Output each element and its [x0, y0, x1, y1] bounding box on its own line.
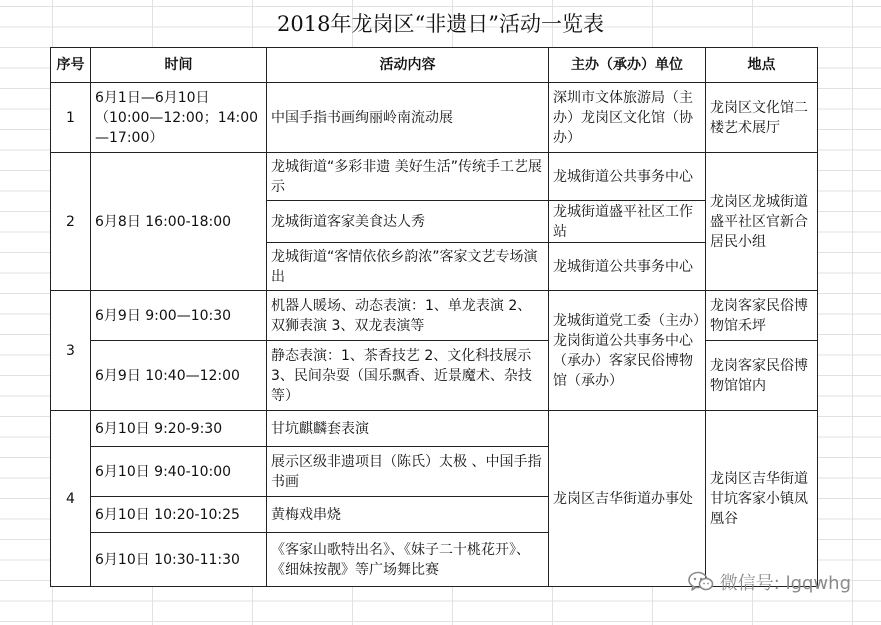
location-cell[interactable]: 龙岗区吉华街道甘坑客家小镇凤凰谷 — [706, 411, 818, 587]
time-cell[interactable]: 6月8日 16:00-18:00 — [91, 153, 267, 291]
seq-cell[interactable]: 2 — [51, 153, 91, 291]
time-cell[interactable]: 6月10日 10:30-11:30 — [91, 533, 267, 587]
content-cell[interactable]: 展示区级非遗项目（陈氏）太极 、中国手指书画 — [267, 447, 549, 497]
time-cell[interactable]: 6月10日 10:20-10:25 — [91, 497, 267, 533]
organizer-cell[interactable]: 龙城街道党工委（主办）龙岗街道公共事务中心（承办）客家民俗博物馆（承办） — [549, 291, 706, 411]
watermark — [688, 569, 851, 595]
header-seq[interactable]: 序号 — [51, 48, 91, 83]
page-title: 2018年龙岗区“非遗日”活动一览表 — [277, 12, 604, 36]
content-cell[interactable]: 龙城街道“多彩非遗 美好生活”传统手工艺展示 — [267, 153, 549, 201]
content-cell[interactable]: 《客家山歌特出名》、《妹子二十桃花开》、《细妹按靓》等广场舞比赛 — [267, 533, 549, 587]
content-cell[interactable]: 机器人暖场、动态表演：1、单龙表演 2、双狮表演 3、双龙表演等 — [267, 291, 549, 341]
content-cell[interactable]: 龙城街道客家美食达人秀 — [267, 201, 549, 243]
wechat-icon — [688, 571, 714, 593]
organizer-cell[interactable]: 深圳市文体旅游局（主办）龙岗区文化馆（协办） — [549, 83, 706, 153]
time-cell[interactable]: 6月9日 10:40—12:00 — [91, 341, 267, 411]
table-row — [51, 153, 818, 201]
time-cell[interactable]: 6月9日 9:00—10:30 — [91, 291, 267, 341]
activity-table — [50, 47, 818, 587]
organizer-cell[interactable]: 龙城街道盛平社区工作站 — [549, 201, 706, 243]
organizer-cell[interactable]: 龙城街道公共事务中心 — [549, 243, 706, 291]
table-row — [51, 291, 818, 341]
header-location[interactable]: 地点 — [706, 48, 818, 83]
location-cell[interactable]: 龙岗区龙城街道盛平社区官新合居民小组 — [706, 153, 818, 291]
table-row — [51, 411, 818, 447]
location-cell[interactable]: 龙岗客家民俗博物馆禾坪 — [706, 291, 818, 341]
header-row — [51, 48, 818, 83]
table-row — [51, 83, 818, 153]
location-cell[interactable]: 龙岗客家民俗博物馆馆内 — [706, 341, 818, 411]
header-organizer[interactable]: 主办（承办）单位 — [549, 48, 706, 83]
seq-cell[interactable]: 4 — [51, 411, 91, 587]
time-cell[interactable]: 6月10日 9:40-10:00 — [91, 447, 267, 497]
content-cell[interactable]: 黄梅戏串烧 — [267, 497, 549, 533]
time-cell[interactable]: 6月10日 9:20-9:30 — [91, 411, 267, 447]
organizer-cell[interactable]: 龙岗区吉华街道办事处 — [549, 411, 706, 587]
header-time[interactable]: 时间 — [91, 48, 267, 83]
time-cell[interactable]: 6月1日—6月10日（10:00—12:00；14:00—17:00） — [91, 83, 267, 153]
seq-cell[interactable]: 1 — [51, 83, 91, 153]
seq-cell[interactable]: 3 — [51, 291, 91, 411]
content-cell[interactable]: 甘坑麒麟套表演 — [267, 411, 549, 447]
content-cell[interactable]: 中国手指书画绚丽岭南流动展 — [267, 83, 549, 153]
content-cell[interactable]: 静态表演：1、茶香技艺 2、文化科技展示 3、民间杂耍（国乐飘香、近景魔术、杂技等） — [267, 341, 549, 411]
content-cell[interactable]: 龙城街道“客情依依乡韵浓”客家文艺专场演出 — [267, 243, 549, 291]
location-cell[interactable]: 龙岗区文化馆二楼艺术展厅 — [706, 83, 818, 153]
organizer-cell[interactable]: 龙城街道公共事务中心 — [549, 153, 706, 201]
watermark-text: 微信号: lgqwhg — [719, 573, 851, 594]
header-content[interactable]: 活动内容 — [267, 48, 549, 83]
